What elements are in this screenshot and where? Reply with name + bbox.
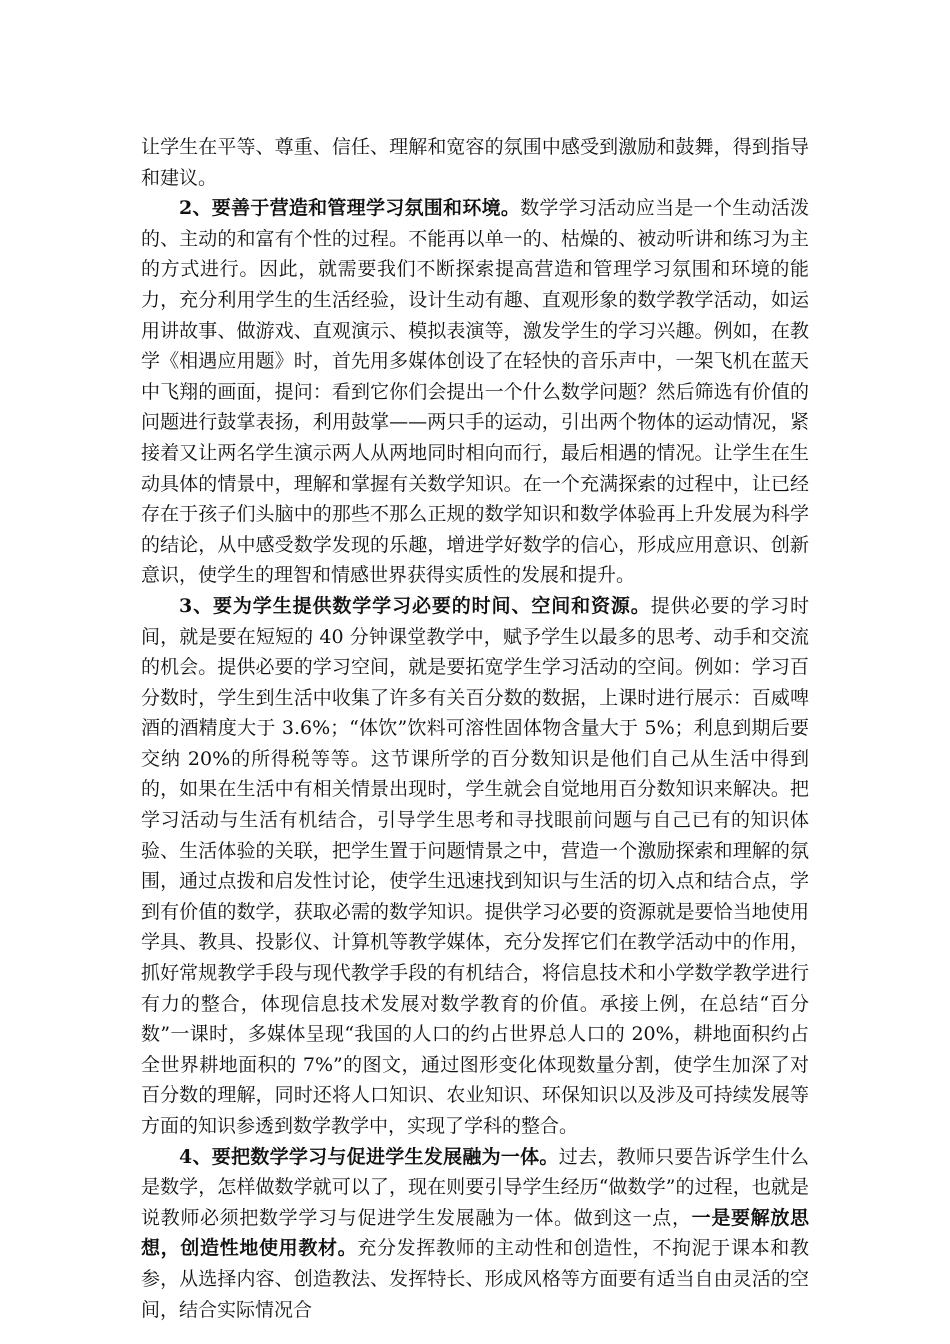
paragraph-4-text-b: 充分发挥教师的主动性和创造性，不拘泥于课本和教参，从选择内容、创造教法、发挥特长、形成风格等方面要有适当自由灵活的空间，结合实际情况合 xyxy=(141,1237,809,1321)
document-page xyxy=(141,132,809,1325)
paragraph-3-text: 提供必要的学习时间，就是要在短短的 40 分钟课堂教学中，赋予学生以最多的思考、动手和交流的机会。提供必要的学习空间，就是要拓宽学生学习活动的空间。例如：学习百分数时，学生到生活中收集了许多有关百分数的数据，上课时进行展示：百威啤酒的酒精度大于 3.6%；“体饮”饮料可溶性固体物含量大于 5%；利息到期后要交纳 20%的所得税等等。这节课所学的百分数知识是他们自己从生活中得到的，如果在生活中有相关情景出现时，学生就会自觉地用百分数知识来解决。把学习活动与生活有机结合，引导学生思考和寻找眼前问题与自己已有的知识体验、生活体验的关联，把学生置于问题情景之中，营造一个激励探索和理解的氛围，通过点拨和启发性讨论，使学生迅速找到知识与生活的切入点和结合点，学到有价值的数学，获取必需的数学知识。提供学习必要的资源就是要恰当地使用学具、教具、投影仪、计算机等教学媒体，充分发挥它们在教学活动中的作用，抓好常规教学手段与现代教学手段的有机结合，将信息技术和小学数学教学进行有力的整合，体现信息技术发展对数学教育的价值。承接上例，在总结“百分数”一课时，多媒体呈现“我国的人口的约占世界总人口的 20%，耕地面积约占全世界耕地面积的 7%”的图文，通过图形变化体现数量分割，使学生加深了对百分数的理解，同时还将人口知识、农业知识、环保知识以及涉及可持续发展等方面的知识参透到数学教学中，实现了学科的整合。 xyxy=(141,594,809,1137)
paragraph-4 xyxy=(141,1142,809,1326)
paragraph-3 xyxy=(141,591,809,1142)
paragraph-2 xyxy=(141,193,809,591)
paragraph-1-text: 让学生在平等、尊重、信任、理解和宽容的氛围中感受到激励和鼓舞，得到指导和建议。 xyxy=(141,136,809,189)
section-3-heading: 3、要为学生提供数学学习必要的时间、空间和资源。 xyxy=(179,594,651,617)
section-2-heading: 2、要善于营造和管理学习氛围和环境。 xyxy=(179,197,521,220)
paragraph-1 xyxy=(141,132,809,193)
paragraph-4-text-a: 过去，教师只要告诉学生什么是数学，怎样做数学就可以了，现在则要引导学生经历“做数学”的过程，也就是说教师必须把数学学习与促进学生发展融为一体。做到这一点， xyxy=(141,1145,809,1229)
paragraph-2-text: 数学学习活动应当是一个生动活泼的、主动的和富有个性的过程。不能再以单一的、枯燥的、被动听讲和练习为主的方式进行。因此，就需要我们不断探索提高营造和管理学习氛围和环境的能力，充分利用学生的生活经验，设计生动有趣、直观形象的数学教学活动，如运用讲故事、做游戏、直观演示、模拟表演等，激发学生的学习兴趣。例如，在教学《相遇应用题》时，首先用多媒体创设了在轻快的音乐声中，一架飞机在蓝天中飞翔的画面，提问：看到它你们会提出一个什么数学问题？然后筛选有价值的问题进行鼓掌表扬，利用鼓掌——两只手的运动，引出两个物体的运动情况，紧接着又让两名学生演示两人从两地同时相向而行，最后相遇的情况。让学生在生动具体的情景中，理解和掌握有关数学知识。在一个充满探索的过程中，让已经存在于孩子们头脑中的那些不那么正规的数学知识和数学体验再上升发展为科学的结论，从中感受数学发现的乐趣，增进学好数学的信心，形成应用意识、创新意识，使学生的理智和情感世界获得实质性的发展和提升。 xyxy=(141,197,809,587)
paragraph-4-emphasis: 一是要解放思想，创造性地使用教材。 xyxy=(141,1206,809,1260)
section-4-heading: 4、要把数学学习与促进学生发展融为一体。 xyxy=(179,1145,559,1168)
